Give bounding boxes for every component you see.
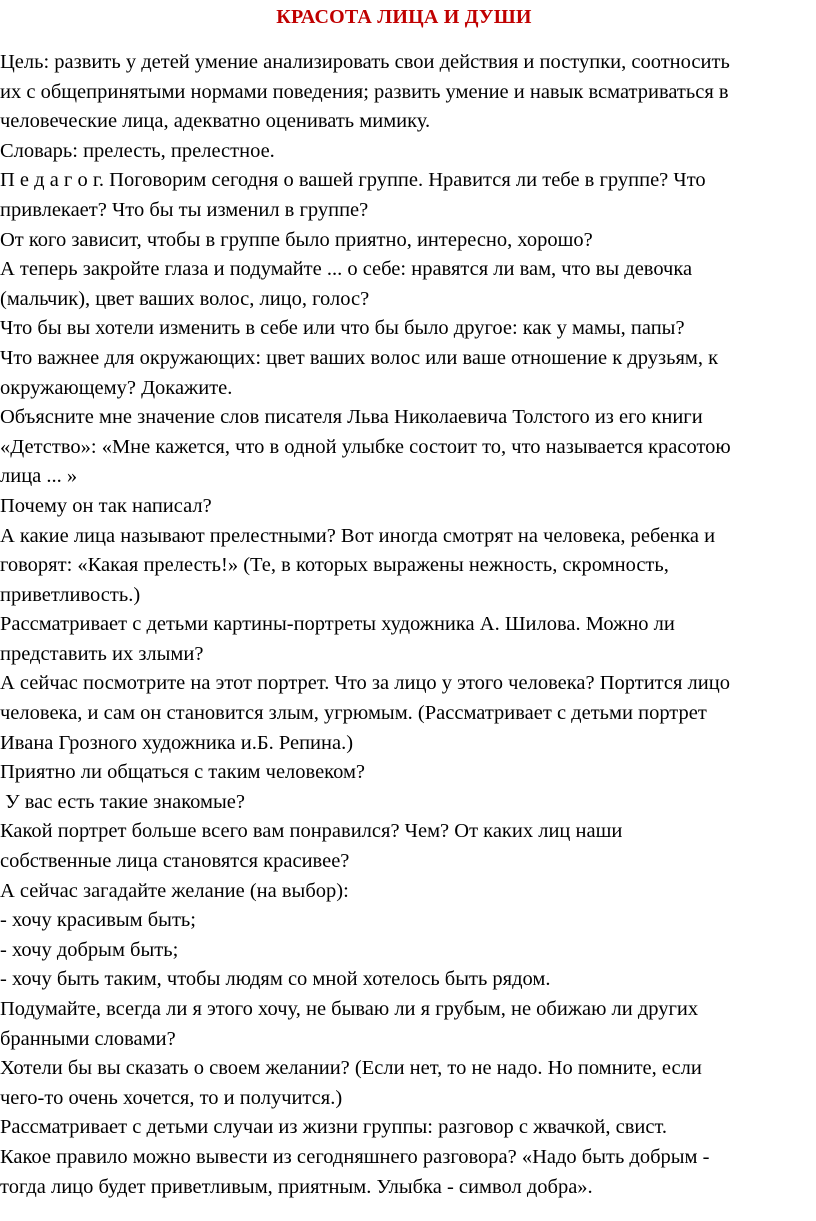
text-line: У вас есть такие знакомые?	[0, 790, 245, 813]
text-line: Подумайте, всегда ли я этого хочу, не бываю ли я грубым, не обижаю ли других	[0, 998, 699, 1020]
text-line: П е д а г о г. Поговорим сегодня о вашей группе. Нравится ли тебе в группе? Что	[0, 169, 706, 192]
text-line: Приятно ли общаться с таким человеком?	[0, 761, 366, 784]
text-line: - хочу красивым быть;	[0, 909, 196, 932]
text-line: Что бы вы хотели изменить в себе или что бы было другое: как у мамы, папы?	[0, 317, 685, 340]
text-line: Что важнее для окружающих: цвет ваших волос или ваше отношение к друзьям, к	[0, 346, 719, 369]
text-line: бранными словами?	[0, 1027, 176, 1050]
text-line: От кого зависит, чтобы в группе было приятно, интересно, хорошо?	[0, 228, 593, 251]
text-line: человека, и сам он становится злым, угрюмым. (Рассматривает с детьми портрет	[0, 702, 707, 725]
text-line: собственные лица становятся красивее?	[0, 850, 350, 873]
text-line: Почему он так написал?	[0, 494, 212, 517]
text-line: Какое правило можно вывести из сегодняшнего разговора? «Надо быть добрым -	[0, 1145, 710, 1168]
text-line: лица ... »	[0, 465, 78, 488]
text-line: (мальчик), цвет ваших волос, лицо, голос?	[0, 287, 370, 310]
text-line: Рассматривает с детьми случаи из жизни группы: разговор с жвачкой, свист.	[0, 1116, 668, 1139]
text-line: говорят: «Какая прелесть!» (Те, в которых выражены нежность, скромность,	[0, 554, 669, 577]
text-line: А какие лица называют прелестными? Вот иногда смотрят на человека, ребенка и	[0, 524, 716, 547]
text-line: Какой портрет больше всего вам понравился? Чем? От каких лиц наши	[0, 820, 623, 843]
document-body	[0, 48, 808, 1202]
text-line: приветливость.)	[0, 583, 141, 606]
text-line: окружающему? Докажите.	[0, 376, 233, 399]
text-line: - хочу добрым быть;	[0, 938, 179, 961]
text-line: Цель: развить у детей умение анализировать свои действия и поступки, соотносить	[0, 51, 730, 73]
text-line: человеческие лица, адекватно оценивать мимику.	[0, 110, 431, 133]
text-line: - хочу быть таким, чтобы людям со мной хотелось быть рядом.	[0, 968, 551, 991]
text-line: Рассматривает с детьми картины-портреты художника А. Шилова. Можно ли	[0, 613, 675, 636]
text-line: А сейчас посмотрите на этот портрет. Что за лицо у этого человека? Портится лицо	[0, 672, 730, 695]
text-line: А теперь закройте глаза и подумайте ... о себе: нравятся ли вам, что вы девочка	[0, 258, 693, 281]
text-line: привлекает? Что бы ты изменил в группе?	[0, 198, 369, 221]
text-line: Ивана Грозного художника и.Б. Репина.)	[0, 731, 354, 754]
text-line: их с общепринятыми нормами поведения; развить умение и навык всматриваться в	[0, 80, 729, 103]
text-line: Словарь: прелесть, прелестное.	[0, 139, 275, 162]
text-line: Хотели бы вы сказать о своем желании? (Если нет, то не надо. Но помните, если	[0, 1057, 702, 1080]
text-line: чего-то очень хочется, то и получится.)	[0, 1086, 343, 1109]
document-title: КРАСОТА ЛИЦА И ДУШИ	[276, 6, 532, 28]
text-line: Объясните мне значение слов писателя Льва Николаевича Толстого из его книги	[0, 406, 703, 429]
text-line: тогда лицо будет приветливым, приятным. Улыбка - символ добра».	[0, 1175, 593, 1198]
text-line: представить их злыми?	[0, 642, 204, 665]
text-line: «Детство»: «Мне кажется, что в одной улыбке состоит то, что называется красотою	[0, 435, 731, 458]
text-line: А сейчас загадайте желание (на выбор):	[0, 879, 349, 902]
